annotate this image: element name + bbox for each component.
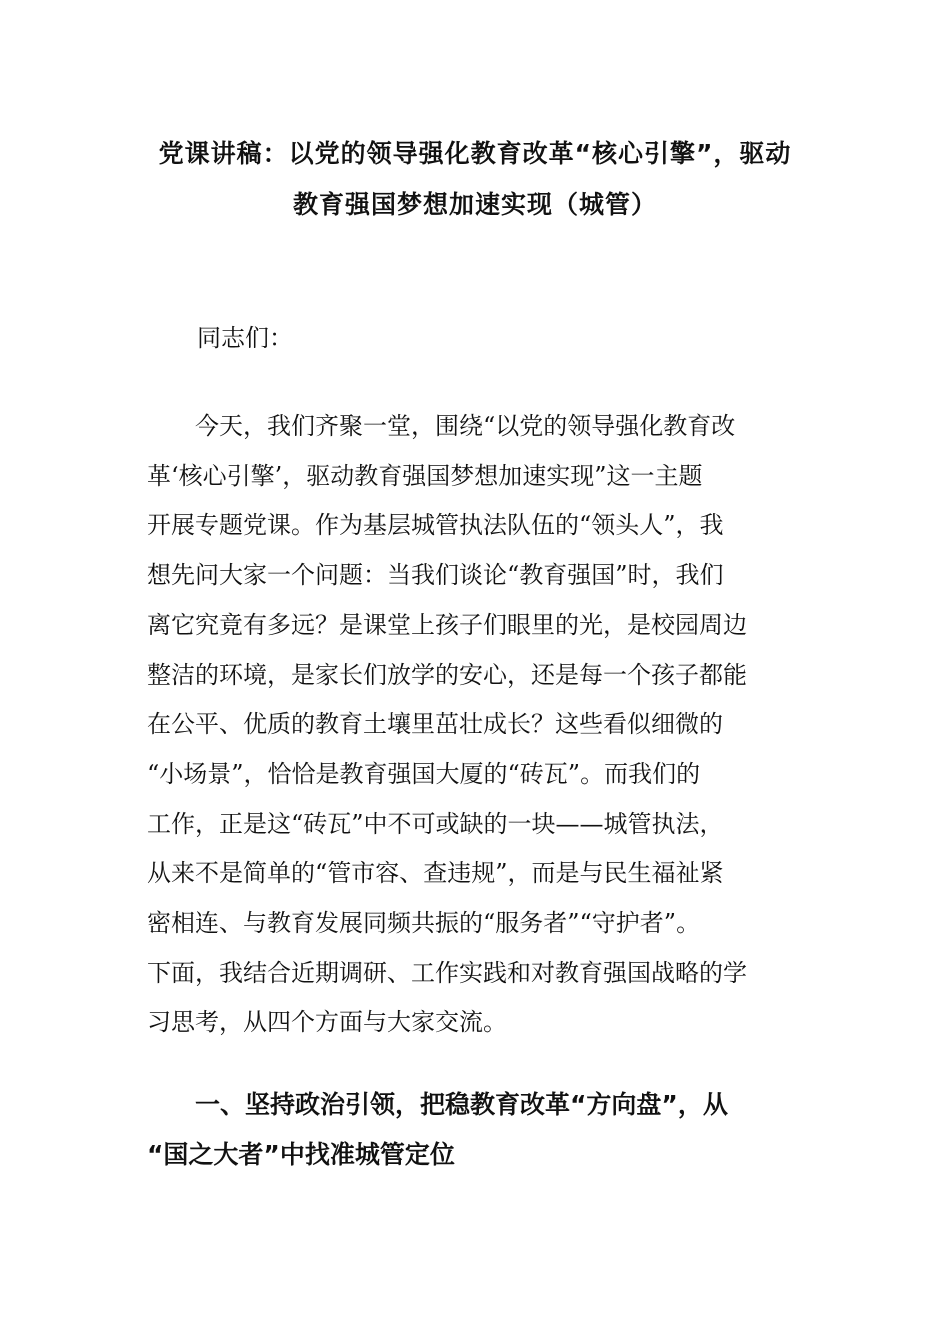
greeting: 同志们：	[197, 324, 293, 352]
paragraph-line: 离它究竟有多远？是课堂上孩子们眼里的光，是校园周边	[147, 610, 747, 639]
paragraph-line: 整洁的环境，是家长们放学的安心，还是每一个孩子都能	[147, 660, 747, 689]
intro-paragraph	[147, 402, 787, 1048]
title-line-2: 教育强国梦想加速实现（城管）	[292, 190, 657, 219]
paragraph-line: 下面，我结合近期调研、工作实践和对教育强国战略的学	[147, 958, 747, 987]
paragraph-line: 密相连、与教育发展同频共振的“服务者”“守护者”。	[147, 909, 701, 938]
paragraph-line: 革‘核心引擎’，驱动教育强国梦想加速实现”这一主题	[147, 461, 703, 490]
paragraph-line: 习思考，从四个方面与大家交流。	[147, 1008, 507, 1037]
paragraph-line: 开展专题党课。作为基层城管执法队伍的“领头人”，我	[147, 511, 724, 540]
paragraph-line: 从来不是简单的“管市容、查违规”，而是与民生福祉紧	[147, 859, 724, 888]
section-heading-1	[147, 1080, 807, 1180]
heading-line-2: “国之大者”中找准城管定位	[147, 1140, 455, 1169]
title-line-1: 党课讲稿：以党的领导强化教育改革“核心引擎”，驱动	[158, 139, 792, 168]
paragraph-line: 在公平、优质的教育土壤里茁壮成长？这些看似细微的	[147, 710, 723, 739]
paragraph-line: 工作，正是这“砖瓦”中不可或缺的一块——城管执法，	[147, 809, 724, 838]
paragraph-line: “小场景”，恰恰是教育强国大厦的“砖瓦”。而我们的	[147, 759, 701, 788]
document-title	[110, 128, 840, 230]
paragraph-line: 想先问大家一个问题：当我们谈论“教育强国”时，我们	[147, 561, 724, 590]
heading-line-1: 一、坚持政治引领，把稳教育改革“方向盘”，从	[195, 1090, 728, 1119]
paragraph-line: 今天，我们齐聚一堂，围绕“以党的领导强化教育改	[195, 412, 736, 440]
